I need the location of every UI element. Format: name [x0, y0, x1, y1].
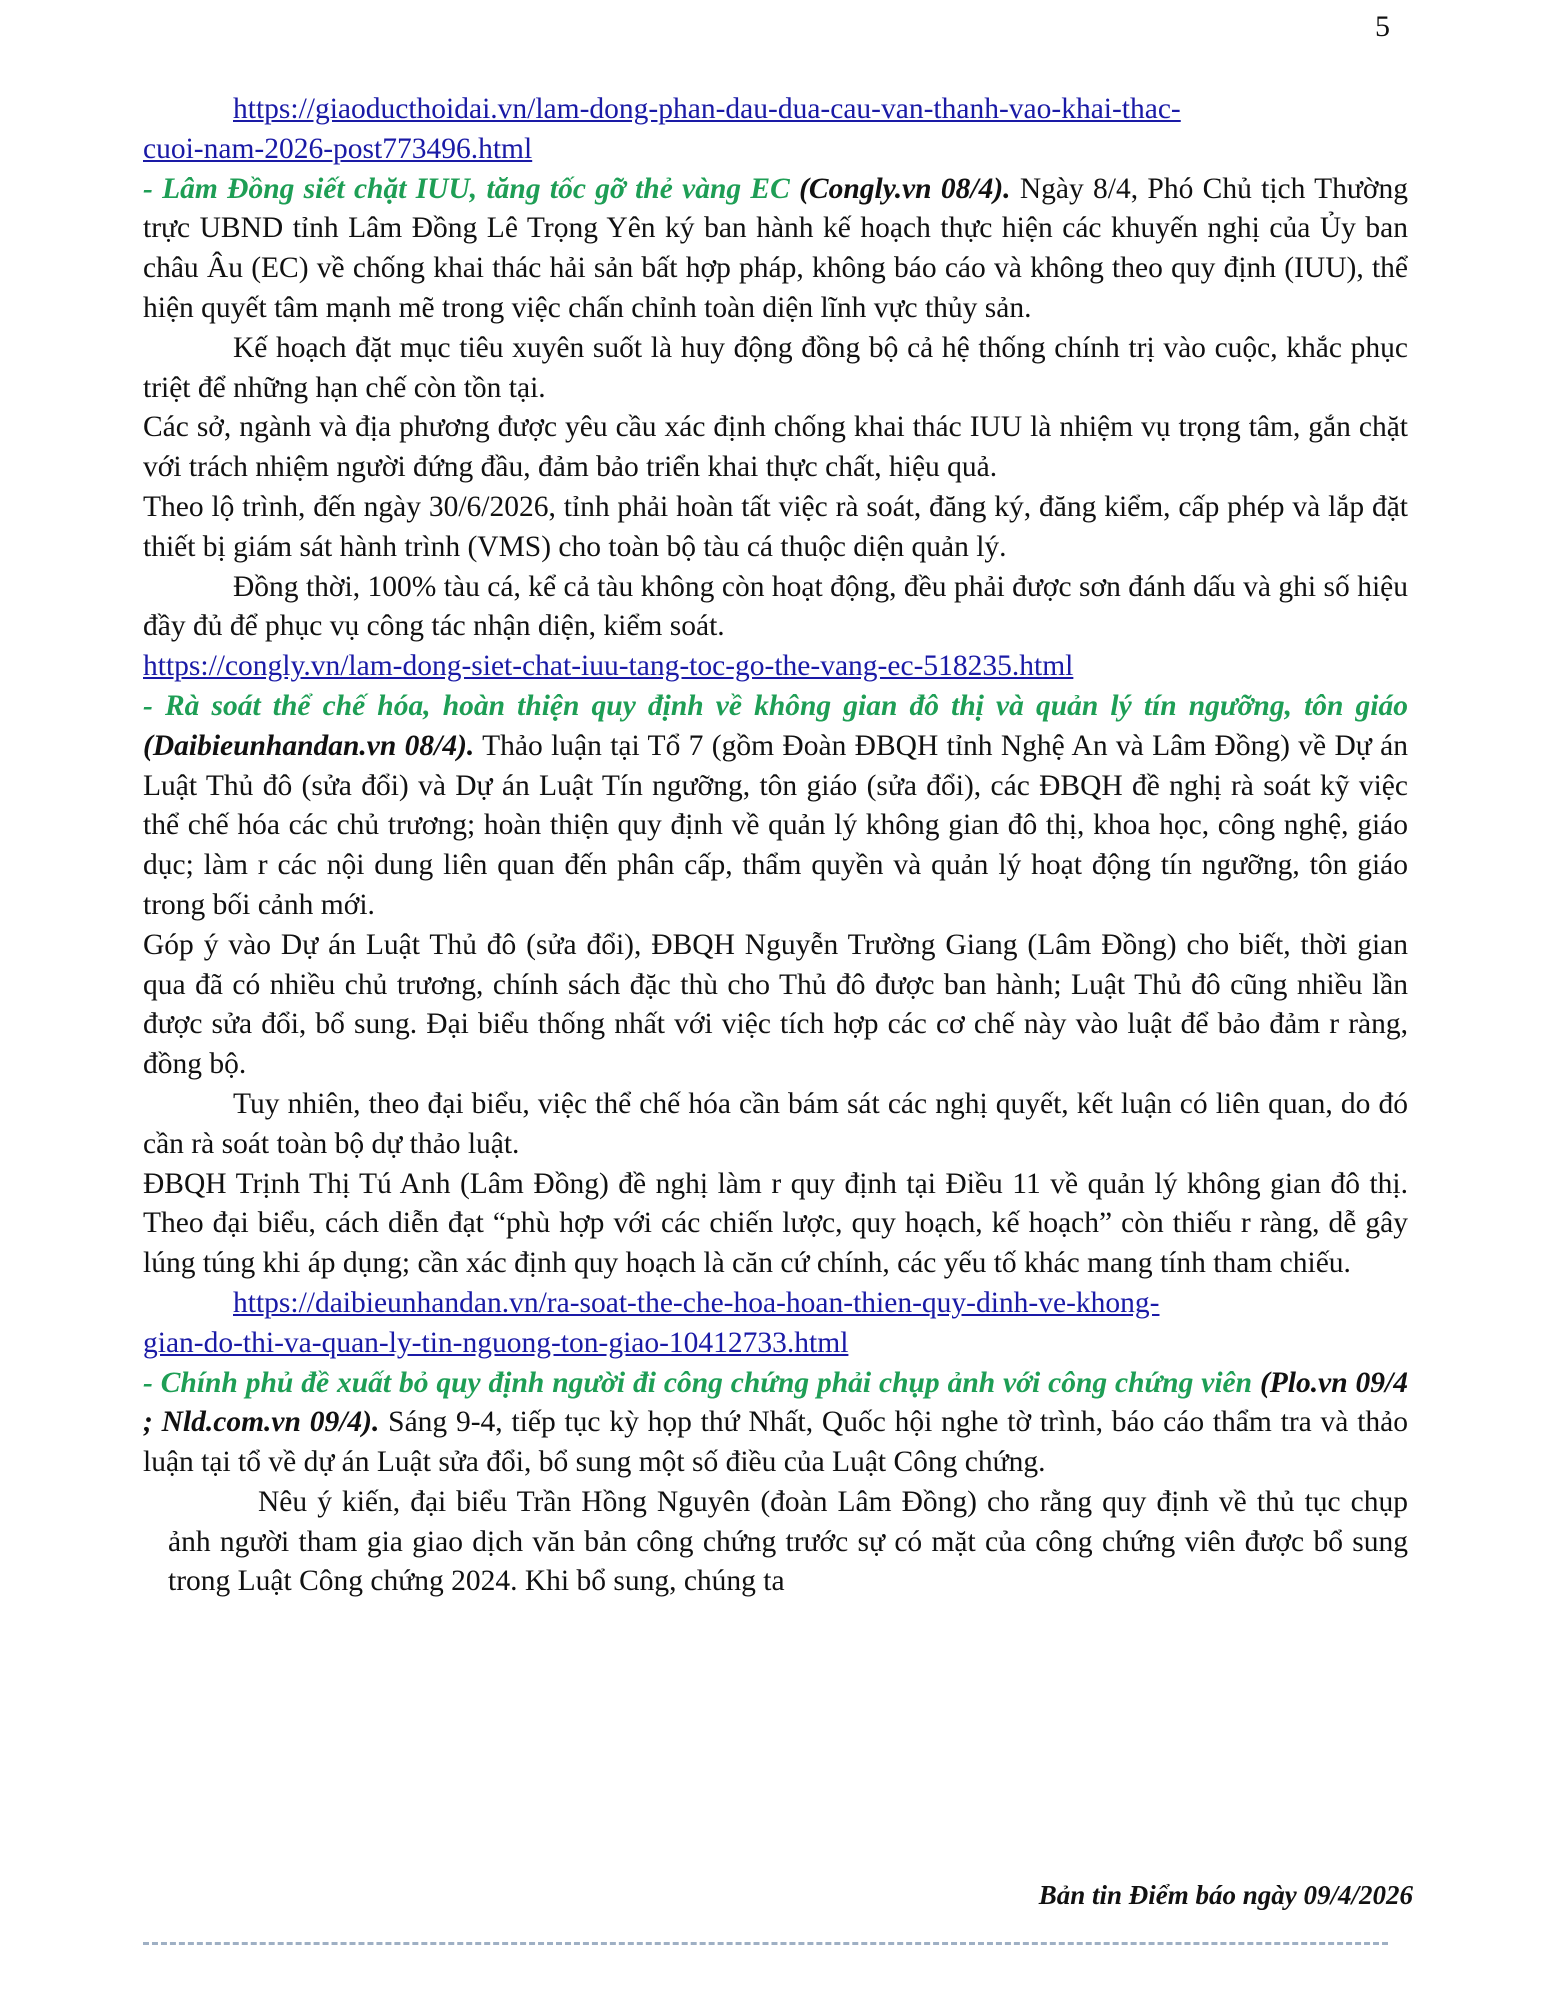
article-source: (Daibieunhandan.vn 08/4). [143, 729, 475, 762]
paragraph: Tuy nhiên, theo đại biểu, việc thể chế hóa cần bám sát các nghị quyết, kết luận có liên quan, do đó cần rà soát toàn bộ dự thảo luật. [143, 1087, 1408, 1160]
footer-title: Bản tin Điểm báo ngày 09/4/2026 [1038, 1880, 1413, 1910]
article-headline: - Rà soát thể chế hóa, hoàn thiện quy định về không gian đô thị và quản lý tín ngưỡng, tôn giáo [143, 689, 1408, 722]
article-lead [143, 170, 1408, 329]
article-link-prev [143, 90, 1408, 170]
paragraph: Kế hoạch đặt mục tiêu xuyên suốt là huy động đồng bộ cả hệ thống chính trị vào cuộc, khắc phục triệt để những hạn chế còn tồn tại. [143, 331, 1408, 404]
article-headline: - Chính phủ đề xuất bỏ quy định người đi công chứng phải chụp ảnh với công chứng viên [143, 1366, 1253, 1399]
link-daibieunhandan[interactable] [143, 1287, 1159, 1359]
link-giaoducthoidai[interactable] [143, 93, 1181, 165]
link-line-2: gian-do-thi-va-quan-ly-tin-nguong-ton-giao-10412733.html [143, 1326, 849, 1359]
paragraph: Nêu ý kiến, đại biểu Trần Hồng Nguyên (đoàn Lâm Đồng) cho rằng quy định về thủ tục chụp ảnh người tham gia giao dịch văn bản công chứng trước sự có mặt của công chứng viên được bổ sung trong Luật Công chứng 2024. Khi bổ sung, chúng ta [168, 1485, 1408, 1598]
document-body [143, 90, 1408, 1602]
article-link [143, 647, 1408, 687]
footer-divider [143, 1942, 1388, 1945]
article-lead-text: Sáng 9-4, tiếp tục kỳ họp thứ Nhất, Quốc hội nghe tờ trình, báo cáo thẩm tra và thảo luận tại tổ về dự án Luật sửa đổi, bổ sung một số điều của Luật Công chứng. [143, 1406, 1408, 1479]
page-number: 5 [1375, 10, 1390, 43]
article-lead-text: Ngày 8/4, Phó Chủ tịch Thường trực UBND tỉnh Lâm Đồng Lê Trọng Yên ký ban hành kế hoạch thực hiện các khuyến nghị của Ủy ban châu Âu (EC) về chống khai thác hải sản bất hợp pháp, không báo cáo và không theo quy định (IUU), thể hiện quyết tâm mạnh mẽ trong việc chấn chỉnh toàn diện lĩnh vực thủy sản. [143, 172, 1408, 324]
article-source: (Congly.vn 08/4). [799, 172, 1011, 205]
paragraph: Góp ý vào Dự án Luật Thủ đô (sửa đổi), ĐBQH Nguyễn Trường Giang (Lâm Đồng) cho biết, thời gian qua đã có nhiều chủ trương, chính sách đặc thù cho Thủ đô được ban hành; Luật Thủ đô cũng nhiều lần được sửa đổi, bổ sung. Đại biểu thống nhất với việc tích hợp các cơ chế này vào luật để bảo đảm r ràng, đồng bộ. [143, 928, 1408, 1081]
article-lead-text: Thảo luận tại Tổ 7 (gồm Đoàn ĐBQH tỉnh Nghệ An và Lâm Đồng) về Dự án Luật Thủ đô (sửa đổi) và Dự án Luật Tín ngưỡng, tôn giáo (sửa đổi), các ĐBQH đề nghị rà soát kỹ việc thể chế hóa các chủ trương; hoàn thiện quy định về quản lý không gian đô thị, khoa học, công nghệ, giáo dục; làm r các nội dung liên quan đến phân cấp, thẩm quyền và quản lý hoạt động tín ngưỡng, tôn giáo trong bối cảnh mới. [143, 729, 1408, 921]
article-headline: - Lâm Đồng siết chặt IUU, tăng tốc gỡ thẻ vàng EC [143, 172, 790, 205]
link-congly[interactable]: https://congly.vn/lam-dong-siet-chat-iuu-tang-toc-go-the-vang-ec-518235.html [143, 650, 1074, 683]
link-line-1: https://daibieunhandan.vn/ra-soat-the-che-hoa-hoan-thien-quy-dinh-ve-khong- [233, 1286, 1160, 1319]
article-lead [143, 1364, 1408, 1483]
article-link [143, 1284, 1408, 1364]
paragraph: ĐBQH Trịnh Thị Tú Anh (Lâm Đồng) đề nghị làm r quy định tại Điều 11 về quản lý không gian đô thị. Theo đại biểu, cách diễn đạt “phù hợp với các chiến lược, quy hoạch, kế hoạch” còn thiếu r ràng, dễ gây lúng túng khi áp dụng; cần xác định quy hoạch là căn cứ chính, các yếu tố khác mang tính tham chiếu. [143, 1167, 1408, 1280]
link-line-1: https://giaoducthoidai.vn/lam-dong-phan-dau-dua-cau-van-thanh-vao-khai-thac- [233, 93, 1181, 125]
article-lead [143, 687, 1408, 926]
link-line-2: cuoi-nam-2026-post773496.html [143, 132, 533, 165]
article-source: (Plo.vn 09/4 ; Nld.com.vn 09/4). [143, 1366, 1408, 1439]
paragraph: Đồng thời, 100% tàu cá, kể cả tàu không còn hoạt động, đều phải được sơn đánh dấu và ghi số hiệu đầy đủ để phục vụ công tác nhận diện, kiểm soát. [143, 570, 1408, 643]
paragraph: Theo lộ trình, đến ngày 30/6/2026, tỉnh phải hoàn tất việc rà soát, đăng ký, đăng kiểm, cấp phép và lắp đặt thiết bị giám sát hành trình (VMS) cho toàn bộ tàu cá thuộc diện quản lý. [143, 490, 1408, 563]
paragraph: Các sở, ngành và địa phương được yêu cầu xác định chống khai thác IUU là nhiệm vụ trọng tâm, gắn chặt với trách nhiệm người đứng đầu, đảm bảo triển khai thực chất, hiệu quả. [143, 411, 1408, 484]
